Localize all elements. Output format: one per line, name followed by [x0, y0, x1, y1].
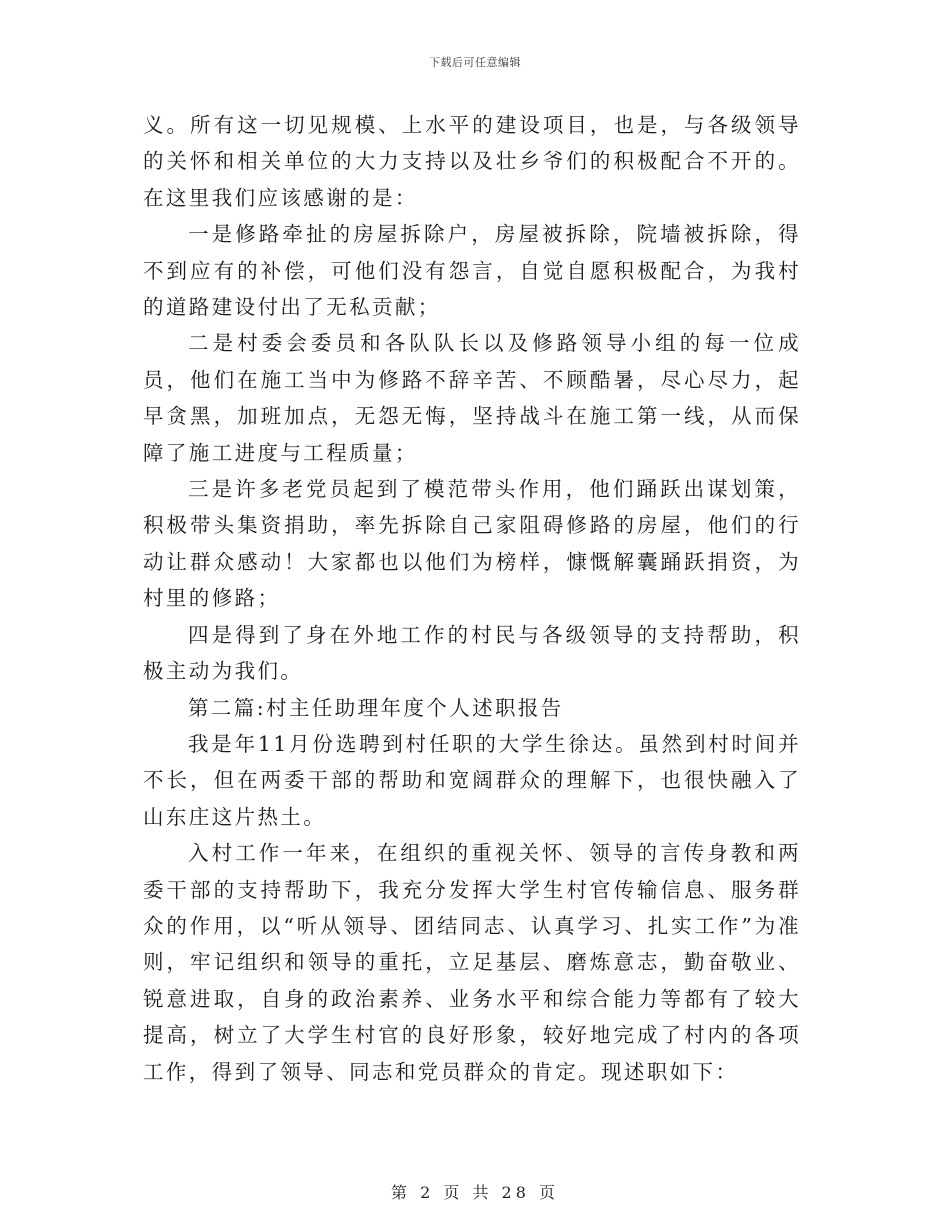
paragraph-6: 我是年11月份选聘到村任职的大学生徐达。虽然到村时间并不长，但在两委干部的帮助和宽阔群众的理解下，也很快融入了山东庄这片热土。 — [143, 731, 801, 829]
paragraph-5: 四是得到了身在外地工作的村民与各级领导的支持帮助，积极主动为我们。 — [143, 622, 801, 684]
page-header: 下载后可任意编辑 — [429, 56, 521, 69]
paragraph-4: 三是许多老党员起到了模范带头作用，他们踊跃出谋划策，积极带头集资捐助，率先拆除自己家阻碍修路的房屋，他们的行动让群众感动！大家都也以他们为榜样，慷慨解囊踊跃捐资，为村里的修路； — [143, 477, 801, 611]
paragraph-7: 入村工作一年来，在组织的重视关怀、领导的言传身教和两委干部的支持帮助下，我充分发挥大学生村官传输信息、服务群众的作用，以“听从领导、团结同志、认真学习、扎实工作”为准则，牢记组织和领导的重托，立足基层、磨炼意志，勤奋敬业、锐意进取，自身的政治素养、业务水平和综合能力等都有了较大提高，树立了大学生村官的良好形象，较好地完成了村内的各项工作，得到了领导、同志和党员群众的肯定。现述职如下： — [143, 841, 801, 1084]
paragraph-2: 一是修路牵扯的房屋拆除户，房屋被拆除，院墙被拆除，得不到应有的补偿，可他们没有怨言，自觉自愿积极配合，为我村的道路建设付出了无私贡献； — [143, 222, 801, 320]
document-body — [143, 107, 801, 1090]
section-title: 第二篇:村主任助理年度个人述职报告 — [188, 695, 564, 720]
paragraph-3: 二是村委会委员和各队队长以及修路领导小组的每一位成员，他们在施工当中为修路不辞辛苦、不顾酷暑，尽心尽力，起早贪黑，加班加点，无怨无悔，坚持战斗在施工第一线，从而保障了施工进度与工程质量； — [143, 331, 801, 465]
page-footer: 第 2 页 共 28 页 — [391, 1183, 559, 1202]
paragraph-1: 义。所有这一切见规模、上水平的建设项目，也是，与各级领导的关怀和相关单位的大力支持以及壮乡爷们的积极配合不开的。在这里我们应该感谢的是： — [143, 113, 801, 210]
